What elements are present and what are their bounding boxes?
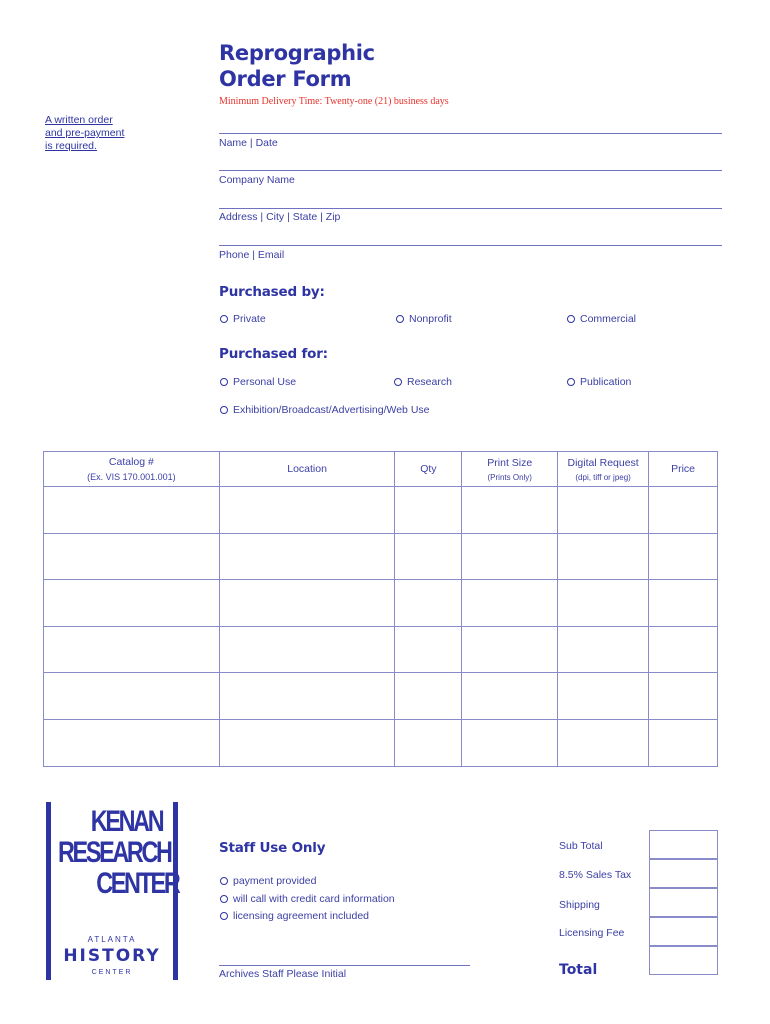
cell-digital[interactable]	[558, 580, 649, 627]
cell-location[interactable]	[219, 487, 395, 534]
header-price: Price	[649, 452, 718, 487]
cell-catalog[interactable]	[44, 719, 220, 766]
cell-qty[interactable]	[395, 673, 462, 720]
radio-circle-icon	[220, 315, 228, 323]
radio-circle-icon	[567, 315, 575, 323]
table-row	[44, 673, 718, 720]
phone-email-label: Phone | Email	[219, 249, 285, 261]
cell-price[interactable]	[649, 580, 718, 627]
radio-circle-icon	[396, 315, 404, 323]
licensing-fee-label: Licensing Fee	[559, 927, 625, 939]
cell-digital[interactable]	[558, 533, 649, 580]
logo-atlanta: ATLANTA	[87, 935, 137, 944]
digital-label: Digital Request	[567, 456, 639, 469]
radio-licensing-agreement[interactable]	[220, 910, 369, 922]
total-box[interactable]	[649, 946, 718, 975]
radio-publication[interactable]	[567, 376, 631, 388]
radio-label: Personal Use	[233, 376, 297, 388]
address-label: Address | City | State | Zip	[219, 211, 341, 223]
cell-price[interactable]	[649, 533, 718, 580]
cell-location[interactable]	[219, 719, 395, 766]
logo-wordmark	[58, 805, 179, 900]
logo-history: HISTORY	[63, 946, 161, 966]
cell-price[interactable]	[649, 673, 718, 720]
cell-print-size[interactable]	[462, 487, 558, 534]
phone-email-line[interactable]	[219, 245, 722, 246]
radio-payment-provided[interactable]	[220, 875, 316, 887]
radio-personal-use[interactable]	[220, 376, 296, 388]
table-row	[44, 719, 718, 766]
initial-label: Archives Staff Please Initial	[219, 968, 347, 980]
cell-price[interactable]	[649, 626, 718, 673]
subtotal-box[interactable]	[649, 830, 718, 859]
cell-location[interactable]	[219, 580, 395, 627]
table-row	[44, 533, 718, 580]
page-title	[219, 40, 375, 92]
radio-nonprofit[interactable]	[396, 313, 452, 325]
header-qty: Qty	[395, 452, 462, 487]
radio-circle-icon	[220, 877, 228, 885]
cell-qty[interactable]	[395, 719, 462, 766]
table-row	[44, 487, 718, 534]
print-size-label: Print Size	[487, 456, 533, 469]
header-location: Location	[219, 452, 395, 487]
cell-print-size[interactable]	[462, 580, 558, 627]
radio-circle-icon	[220, 895, 228, 903]
radio-circle-icon	[220, 406, 228, 414]
radio-label: Nonprofit	[409, 313, 452, 325]
radio-will-call[interactable]	[220, 893, 395, 905]
print-size-sub: (Prints Only)	[487, 472, 532, 482]
radio-label: Commercial	[580, 313, 637, 325]
prepayment-note	[45, 114, 124, 153]
radio-circle-icon	[567, 378, 575, 386]
cell-catalog[interactable]	[44, 533, 220, 580]
cell-print-size[interactable]	[462, 673, 558, 720]
licensing-fee-box[interactable]	[649, 917, 718, 946]
header-print-size	[462, 452, 558, 487]
radio-label: Private	[233, 313, 266, 325]
cell-location[interactable]	[219, 673, 395, 720]
radio-circle-icon	[220, 378, 228, 386]
cell-catalog[interactable]	[44, 580, 220, 627]
kenan-research-center-logo	[46, 802, 178, 980]
digital-sub: (dpi, tiff or jpeg)	[575, 472, 631, 482]
order-table	[43, 451, 718, 767]
note-line-1: A written order	[45, 114, 113, 126]
cell-catalog[interactable]	[44, 626, 220, 673]
name-date-line[interactable]	[219, 133, 722, 134]
table-row	[44, 626, 718, 673]
cell-digital[interactable]	[558, 626, 649, 673]
purchased-for-heading: Purchased for:	[219, 346, 328, 362]
company-line[interactable]	[219, 170, 722, 171]
catalog-example: (Ex. VIS 170.001.001)	[87, 472, 176, 482]
cell-digital[interactable]	[558, 487, 649, 534]
address-line[interactable]	[219, 208, 722, 209]
radio-label: payment provided	[233, 875, 317, 887]
sales-tax-box[interactable]	[649, 859, 718, 888]
cell-qty[interactable]	[395, 487, 462, 534]
cell-location[interactable]	[219, 626, 395, 673]
cell-digital[interactable]	[558, 673, 649, 720]
staff-use-heading: Staff Use Only	[219, 840, 326, 856]
cell-location[interactable]	[219, 533, 395, 580]
header-digital-request	[558, 452, 649, 487]
cell-print-size[interactable]	[462, 719, 558, 766]
radio-research[interactable]	[394, 376, 452, 388]
table-row	[44, 580, 718, 627]
radio-label: licensing agreement included	[233, 910, 370, 922]
radio-label: Publication	[580, 376, 632, 388]
shipping-label: Shipping	[559, 899, 600, 911]
header-catalog	[44, 452, 220, 487]
radio-circle-icon	[220, 912, 228, 920]
table-header-row	[44, 452, 718, 487]
title-line-1: Reprographic	[219, 41, 375, 65]
logo-line-center: CENTER	[96, 867, 179, 900]
radio-exhibition[interactable]	[220, 404, 430, 416]
radio-label: Research	[407, 376, 452, 388]
cell-price[interactable]	[649, 719, 718, 766]
purchased-by-heading: Purchased by:	[219, 284, 325, 300]
initial-line[interactable]	[219, 965, 470, 966]
logo-line-research: RESEARCH	[58, 836, 171, 869]
note-line-3: is required.	[45, 140, 97, 152]
subtotal-label: Sub Total	[559, 840, 603, 852]
radio-label: will call with credit card information	[233, 893, 395, 905]
radio-circle-icon	[394, 378, 402, 386]
radio-private[interactable]	[220, 313, 266, 325]
title-line-2: Order Form	[219, 67, 352, 91]
total-label: Total	[559, 962, 598, 978]
cell-qty[interactable]	[395, 580, 462, 627]
logo-line-kenan: KENAN	[90, 805, 163, 838]
cell-catalog[interactable]	[44, 673, 220, 720]
cell-qty[interactable]	[395, 626, 462, 673]
cell-catalog[interactable]	[44, 487, 220, 534]
company-label: Company Name	[219, 174, 295, 186]
catalog-label: Catalog #	[108, 456, 154, 468]
cell-print-size[interactable]	[462, 626, 558, 673]
cell-qty[interactable]	[395, 533, 462, 580]
delivery-time-note: Minimum Delivery Time: Twenty-one (21) business days	[219, 96, 449, 107]
name-date-label: Name | Date	[219, 137, 278, 149]
note-line-2: and pre-payment	[45, 127, 125, 139]
sales-tax-label: 8.5% Sales Tax	[559, 869, 632, 881]
shipping-box[interactable]	[649, 888, 718, 917]
logo-center: CENTER	[91, 969, 133, 976]
cell-price[interactable]	[649, 487, 718, 534]
cell-print-size[interactable]	[462, 533, 558, 580]
radio-label: Exhibition/Broadcast/Advertising/Web Use	[233, 404, 430, 416]
radio-commercial[interactable]	[567, 313, 636, 325]
cell-digital[interactable]	[558, 719, 649, 766]
